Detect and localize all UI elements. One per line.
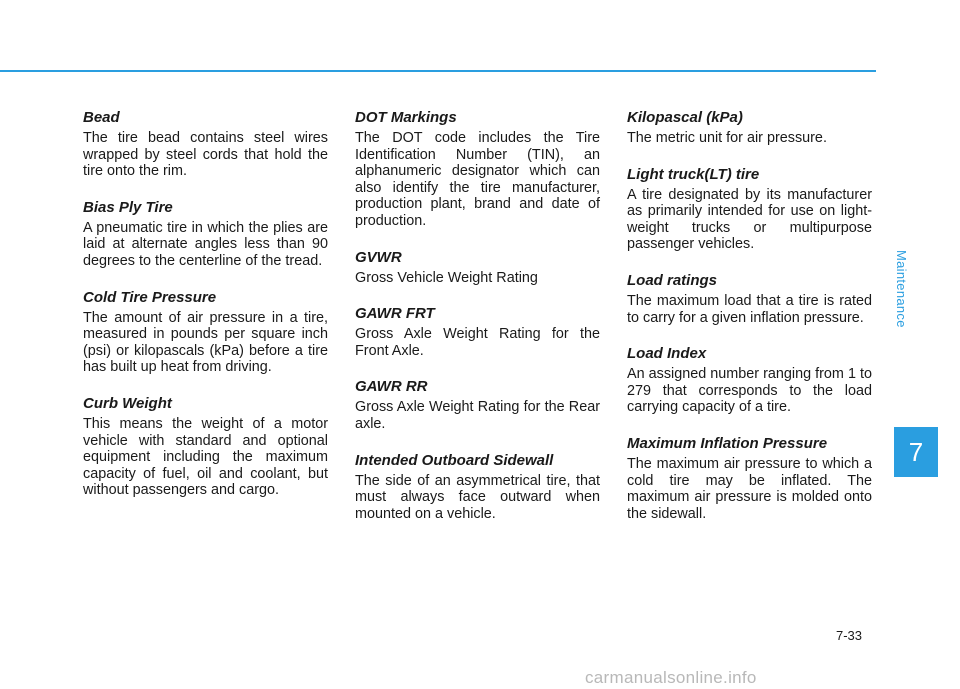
term-definition: An assigned number ranging from 1 to 279 that corresponds to the load carrying capacity of a tire.: [627, 366, 872, 416]
glossary-entry-gvwr: [355, 249, 600, 287]
term-heading: Load ratings: [627, 271, 718, 289]
term-definition: Gross Vehicle Weight Rating: [355, 269, 538, 286]
glossary-entry-cold-tire-pressure: [83, 289, 328, 376]
glossary-entry-load-index: [627, 345, 872, 416]
glossary-column-3: [627, 109, 872, 522]
chapter-number-badge: 7: [894, 427, 938, 477]
term-heading: Kilopascal (kPa): [627, 109, 743, 126]
term-definition: The metric unit for air pressure.: [627, 130, 827, 146]
term-heading: DOT Markings: [355, 109, 457, 126]
glossary-entry-light-truck-tire: [627, 166, 872, 253]
term-heading: GVWR: [355, 248, 402, 266]
header-rule: [0, 70, 876, 72]
term-heading: Maximum Inflation Pressure: [627, 434, 828, 452]
glossary-entry-bead: [83, 109, 328, 180]
glossary-entry-bias-ply-tire: [83, 199, 328, 270]
watermark-text: carmanualsonline.info: [585, 668, 757, 687]
glossary-column-2: [355, 109, 600, 522]
glossary-entry-gawr-frt: [355, 305, 600, 359]
term-heading: Bead: [83, 109, 120, 126]
section-tab-label: Maintenance: [894, 250, 909, 328]
term-definition: The amount of air pressure in a tire, measured in pounds per square inch (psi) or kilopascals (kPa) before a tire has built up heat from driving.: [83, 309, 328, 376]
term-definition: A tire designated by its manufacturer as primarily intended for use on light-weight trucks or multipurpose passenger vehicles.: [627, 186, 872, 253]
term-heading: GAWR FRT: [355, 305, 435, 323]
glossary-entry-gawr-rr: [355, 378, 600, 432]
term-heading: Load Index: [627, 345, 707, 363]
term-definition: The maximum air pressure to which a cold tire may be inflated. The maximum air pressure is molded onto the sidewall.: [627, 455, 872, 522]
term-definition: The DOT code includes the Tire Identification Number (TIN), an alphanumeric designator which can also identify the tire manufacturer, production plant, brand and date of production.: [355, 130, 600, 229]
glossary-entry-kilopascal: [627, 109, 872, 147]
term-definition: The tire bead contains steel wires wrapped by steel cords that hold the tire onto the rim.: [83, 130, 328, 180]
glossary-entry-maximum-inflation-pressure: [627, 435, 872, 522]
term-heading: Cold Tire Pressure: [83, 288, 217, 306]
term-heading: Light truck(LT) tire: [627, 165, 760, 183]
glossary-column-1: [83, 109, 328, 499]
term-definition: The maximum load that a tire is rated to carry for a given inflation pressure.: [627, 292, 872, 326]
term-heading: Curb Weight: [83, 394, 172, 412]
glossary-entry-dot-markings: [355, 109, 600, 230]
glossary-entry-curb-weight: [83, 395, 328, 499]
term-definition: Gross Axle Weight Rating for the Front Axle.: [355, 326, 600, 359]
term-definition: This means the weight of a motor vehicle with standard and optional equipment including the maximum capacity of fuel, oil and coolant, but without passengers and cargo.: [83, 415, 328, 499]
term-heading: GAWR RR: [355, 378, 428, 396]
term-heading: Bias Ply Tire: [83, 198, 173, 216]
term-heading: Intended Outboard Sidewall: [355, 451, 554, 469]
glossary-entry-load-ratings: [627, 272, 872, 326]
glossary-entry-intended-outboard-sidewall: [355, 452, 600, 523]
term-definition: A pneumatic tire in which the plies are laid at alternate angles less than 90 degrees to the centerline of the tread.: [83, 219, 328, 269]
term-definition: The side of an asymmetrical tire, that must always face outward when mounted on a vehicle.: [355, 472, 600, 522]
term-definition: Gross Axle Weight Rating for the Rear axle.: [355, 399, 600, 432]
page-number: 7-33: [836, 628, 863, 643]
